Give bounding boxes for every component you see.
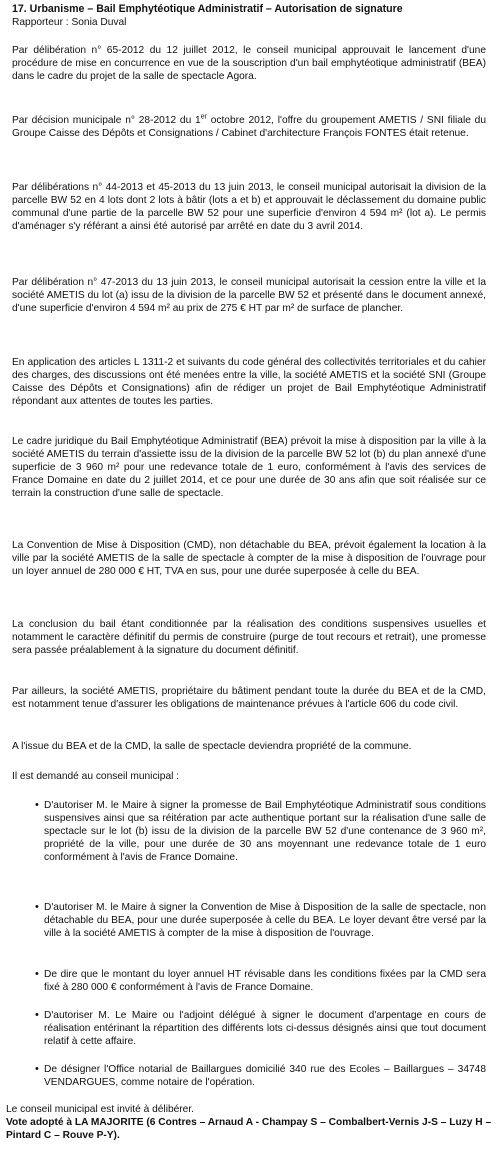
paragraph-decision-28-2012: Par décision municipale n° 28-2012 du 1er octobre 2012, l'offre du groupement AMETIS / SNI filiale du Groupe Caisse des Dépôts et Consignations / Cabinet d'architecture François FONTES était retenue.	[12, 113, 486, 139]
paragraph-deliberations-44-45-2013: Par délibérations n° 44-2013 et 45-2013 du 13 juin 2013, le conseil municipal autorisait la division de la parcelle BW 52 en 4 lots dont 2 lots à bâtir (lots a et b) et approuvait le déclassement du domaine public communal d'une partie de la parcelle BW 52 pour une superficie d'environ 4 594 m² (lot a). Le permis d'aménager s'y référant a ainsi été autorisé par arrêté en date du 3 avril 2014.	[12, 182, 486, 232]
paragraph-issue-bea: A l'issue du BEA et de la CMD, la salle de spectacle deviendra propriété de la commune.	[12, 741, 412, 752]
bullet-marker: •	[35, 968, 39, 980]
bullet-item-convention-mise-a-disposition: D'autoriser M. le Maire à signer la Convention de Mise à Disposition de la salle de spectacle, non détachable du BEA, pour une durée superposée à celle du BEA. Le loyer devant être versé par la ville à la société AMETIS à compter de la mise à disposition de l'ouvrage.	[44, 902, 486, 939]
bullet-item-office-notarial: De désigner l'Office notarial de Baillargues domicilié 340 rue des Ecoles – Baillargues – 34748 VENDARGUES, comme notaire de l'opération.	[44, 1064, 486, 1088]
bullet-marker: •	[35, 901, 39, 913]
paragraph-deliberation-47-2013: Par délibération n° 47-2013 du 13 juin 2013, le conseil municipal autorisait la cession entre la ville et la société AMETIS du lot (a) issu de la division de la parcelle BW 52 et présenté dans le document annexé, d'une superficie d'environ 4 594 m² au prix de 275 € HT par m² de surface de plancher.	[12, 277, 486, 314]
paragraph-demande-conseil: Il est demandé au conseil municipal :	[12, 771, 180, 782]
paragraph-cadre-juridique: Le cadre juridique du Bail Emphytéotique Administratif (BEA) prévoit la mise à disposition par la ville à la société AMETIS du terrain d'assiette issu de la division de la parcelle BW 52 lot (b) du plan annexé d'une superficie de 3 960 m² pour une redevance totale de 1 euro, conformément à l'avis des services de France Domaine en date du 2 juillet 2014, et ce pour une durée de 30 ans afin que soit réalisée sur ce terrain la construction d'une salle de spectacle.	[12, 436, 486, 499]
section-heading: 17. Urbanisme – Bail Emphytéotique Administratif – Autorisation de signature	[12, 3, 403, 15]
rapporteur-line: Rapporteur : Sonia Duval	[12, 17, 127, 28]
bullet-marker: •	[35, 1063, 39, 1075]
footer-vote-result: Vote adopté à LA MAJORITE (6 Contres – Arnaud A - Champay S – Combalbert-Vernis J-S – Luzy H – Pintard C – Rouve P-Y).	[6, 1117, 492, 1141]
bullet-item-document-arpentage: D'autoriser M. Le Maire ou l'adjoint délégué à signer le document d'arpentage en cours de réalisation entérinant la répartition des différents lots ci-dessus désignés ainsi que tout document relatif à cette affaire.	[44, 1010, 486, 1047]
footer-invite: Le conseil municipal est invité à délibérer.	[6, 1104, 195, 1115]
paragraph-deliberation-65-2012: Par délibération n° 65-2012 du 12 juillet 2012, le conseil municipal approuvait le lancement d'une procédure de mise en concurrence en vue de la souscription d'un bail emphytéotique administratif (BEA) dans le cadre du projet de la salle de spectacle Agora.	[12, 45, 486, 82]
bullet-marker: •	[35, 799, 39, 811]
paragraph-application-articles: En application des articles L 1311-2 et suivants du code général des collectivités territoriales et du cahier des charges, des discussions ont été menées entre la ville, la société AMETIS et la société SNI (Groupe Caisse des Dépôts et Consignations) afin de rédiger un projet de Bail Emphytéotique Administratif répondant aux attentes de toutes les parties.	[12, 357, 486, 407]
paragraph-conclusion-bail: La conclusion du bail étant conditionnée par la réalisation des conditions suspensives usuelles et notamment le caractère définitif du permis de construire (purge de tout recours et retrait), une promesse sera passée préalablement à la signature du document définitif.	[12, 619, 486, 656]
paragraph-convention-cmd: La Convention de Mise à Disposition (CMD), non détachable du BEA, prévoit également la location à la ville par la société AMETIS de la salle de spectacle à compter de la mise à disposition de l'ouvrage pour un loyer annuel de 280 000 € HT, TVA en sus, pour une durée superposée à celle du BEA.	[12, 540, 486, 577]
bullet-item-montant-loyer: De dire que le montant du loyer annuel HT révisable dans les conditions fixées par la CMD sera fixé à 280 000 € conformément à l'avis de France Domaine.	[44, 969, 486, 993]
bullet-item-promesse-bail: D'autoriser M. le Maire à signer la promesse de Bail Emphytéotique Administratif sous conditions suspensives ainsi que sa réitération par acte authentique portant sur la réalisation d'une salle de spectacle sur le lot (b) issu de la division de la parcelle BW 52 d'une contenance de 3 960 m², propriété de la ville, pour une durée de 30 ans moyennant une redevance totale de 1 euro conformément à l'avis de France Domaine.	[44, 800, 486, 863]
bullet-marker: •	[35, 1009, 39, 1021]
paragraph-ametis-maintenance: Par ailleurs, la société AMETIS, propriétaire du bâtiment pendant toute la durée du BEA et de la CMD, est notamment tenue d'assurer les obligations de maintenance prévues à l'article 606 du code civil.	[12, 686, 486, 710]
